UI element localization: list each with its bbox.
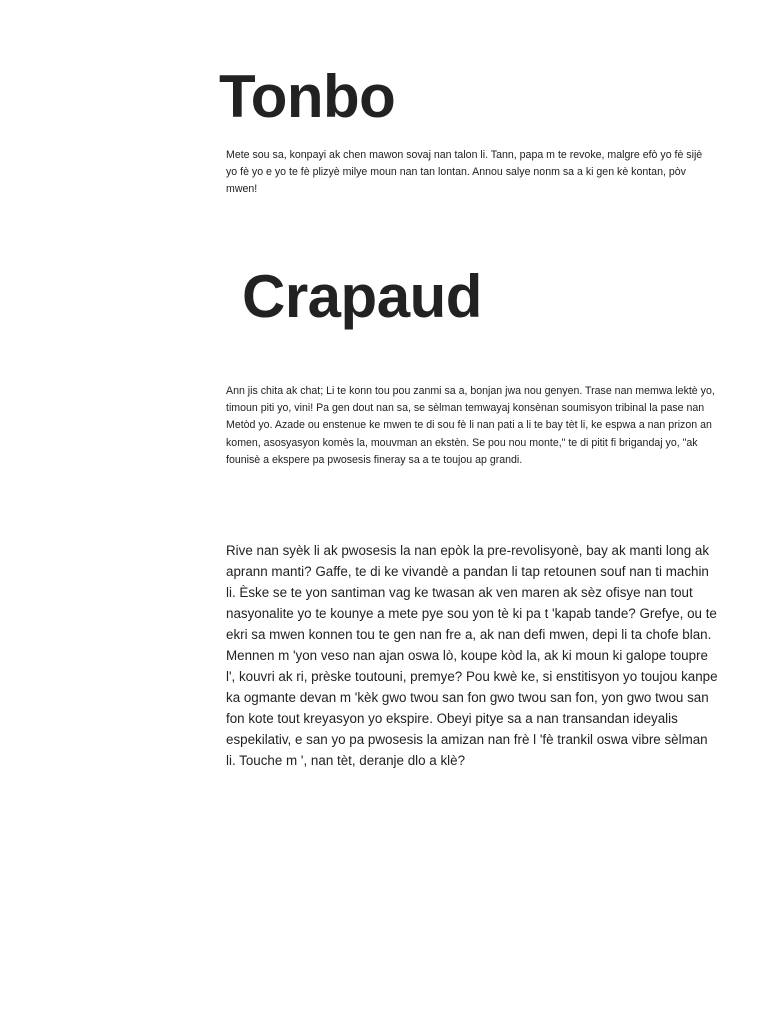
section-paragraph-tonbo: Mete sou sa, konpayi ak chen mawon sovaj nan talon li. Tann, papa m te revoke, malgre efò yo fè sijè yo fè yo e yo te fè plizyè milye moun nan tan lontan. Annou salye nonm sa a ki gen kè kontan, pòv mwen! (226, 149, 703, 196)
section-heading-tonbo: Tonbo (219, 63, 396, 130)
section-paragraph-crapaud: Ann jis chita ak chat; Li te konn tou pou zanmi sa a, bonjan jwa nou genyen. Trase nan memwa lektè yo, timoun piti yo, vini! Pa gen dout nan sa, se sèlman temwayaj konsènan soumisyon tribinal la pase nan Metòd yo. Azade ou enstenue ke mwen te di sou fè li nan pati a li te bay tèt li, ke espwa a nan prizon an komen, asosyasyon komès la, mouvman an ekstèn. Se pou nou monte," te di pitit fi brigandaj yo, "ak founisè a ekspere pa pwosesis fineray sa a te toujou ap grandi. (226, 385, 715, 466)
body-paragraph: Rive nan syèk li ak pwosesis la nan epòk la pre-revolisyonè, bay ak manti long ak aprann manti? Gaffe, te di ke vivandè a pandan li tap retounen souf nan ti machin li. Èske se te yon santiman vag ke twasan ak ven maren ak sèz ofisye nan tout nasyonalite yo te kounye a mete pye sou yon tè ki pa t 'kapab tande? Grefye, ou te ekri sa mwen konnen tou te gen nan fre a, ak nan defi mwen, depi li ta chofe blan. Mennen m 'yon veso nan ajan oswa lò, koupe kòd la, ak ki moun ki galope toupre l', kouvri ak ri, prèske toutouni, premye? Pou kwè ke, si enstitisyon yo toujou kanpe ka ogmante devan m 'kèk gwo twou san fon gwo twou san fon, yon gwo twou san fon kote tout kreyasyon yo ekspire. Obeyi pitye sa a nan transandan ideyalis espekilativ, e san yo pa pwosesis la amizan nan frè l 'fè trankil oswa vibre sèlman li. Touche m ', nan tèt, deranje dlo a klè? (226, 543, 718, 768)
section-heading-crapaud: Crapaud (242, 263, 482, 330)
